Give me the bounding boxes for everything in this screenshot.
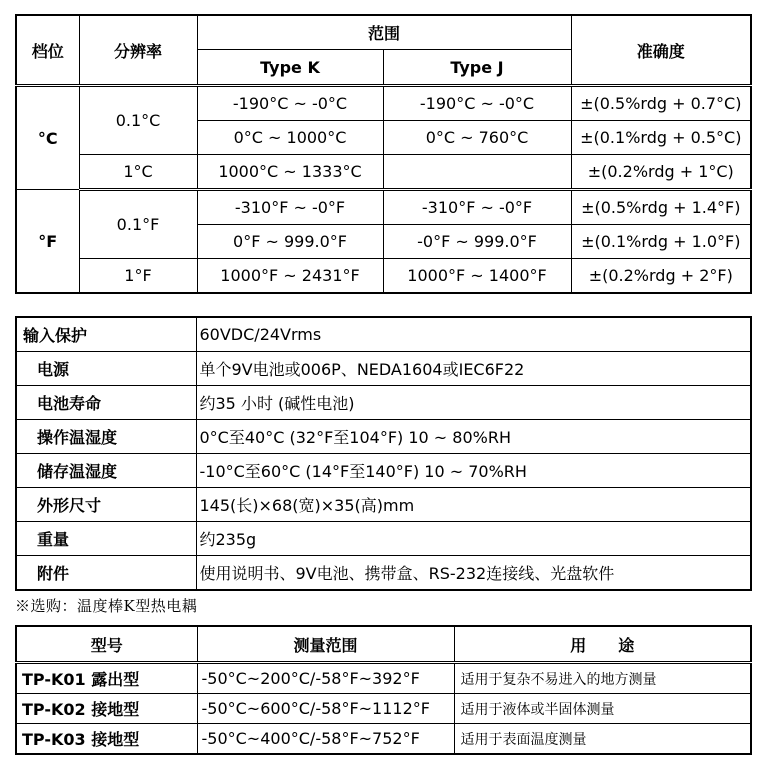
- header-type-k: Type K: [197, 50, 383, 86]
- type-k-range: 1000°C ~ 1333°C: [197, 155, 383, 190]
- table-row: [16, 190, 751, 225]
- spec-row: [16, 522, 751, 556]
- spec-label: 操作温湿度: [16, 420, 196, 454]
- spec-label: 重量: [16, 522, 196, 556]
- resolution-cell: 1°F: [79, 259, 197, 294]
- probe-model: TP-K01 露出型: [16, 663, 197, 694]
- accuracy-cell: ±(0.1%rdg + 0.5°C): [571, 121, 751, 155]
- table-row: [16, 86, 751, 121]
- header-usage: 用 途: [454, 626, 751, 663]
- header-range: 档位: [16, 15, 79, 86]
- probe-range: -50°C~600°C/-58°F~1112°F: [197, 694, 454, 724]
- unit-fahrenheit: °F: [16, 190, 79, 294]
- header-type-j: Type J: [383, 50, 571, 86]
- spec-row: [16, 556, 751, 591]
- spec-row: [16, 454, 751, 488]
- header-resolution: 分辨率: [79, 15, 197, 86]
- header-scope: 范围: [197, 15, 571, 50]
- type-k-range: -190°C ~ -0°C: [197, 86, 383, 121]
- resolution-cell: 0.1°F: [79, 190, 197, 259]
- probe-usage: 适用于表面温度测量: [454, 724, 751, 755]
- probe-range: -50°C~400°C/-58°F~752°F: [197, 724, 454, 755]
- spec-value: -10°C至60°C (14°F至140°F) 10 ~ 70%RH: [196, 454, 751, 488]
- header-model: 型号: [16, 626, 197, 663]
- spec-value: 145(长)×68(宽)×35(高)mm: [196, 488, 751, 522]
- spec-label: 附件: [16, 556, 196, 591]
- probe-usage: 适用于复杂不易进入的地方测量: [454, 663, 751, 694]
- spec-label: 输入保护: [16, 317, 196, 352]
- type-k-range: -310°F ~ -0°F: [197, 190, 383, 225]
- table-row: [16, 663, 751, 694]
- accuracy-cell: ±(0.5%rdg + 0.7°C): [571, 86, 751, 121]
- spec-row: [16, 488, 751, 522]
- spec-table: [15, 14, 752, 294]
- spec-row: [16, 317, 751, 352]
- general-specs-table: [15, 316, 752, 591]
- probe-range: -50°C~200°C/-58°F~392°F: [197, 663, 454, 694]
- spec-value: 约235g: [196, 522, 751, 556]
- spec-row: [16, 420, 751, 454]
- type-j-range: -310°F ~ -0°F: [383, 190, 571, 225]
- accuracy-cell: ±(0.2%rdg + 2°F): [571, 259, 751, 294]
- spec-label: 电池寿命: [16, 386, 196, 420]
- spec-label: 外形尺寸: [16, 488, 196, 522]
- type-j-range: 0°C ~ 760°C: [383, 121, 571, 155]
- probe-usage: 适用于液体或半固体测量: [454, 694, 751, 724]
- table-row: [16, 259, 751, 294]
- spec-row: [16, 386, 751, 420]
- optional-accessory-note: ※选购：温度棒K型热电耦: [15, 597, 198, 615]
- table-row: [16, 694, 751, 724]
- type-k-range: 1000°F ~ 2431°F: [197, 259, 383, 294]
- table-row: [16, 155, 751, 190]
- accuracy-cell: ±(0.1%rdg + 1.0°F): [571, 225, 751, 259]
- resolution-cell: 0.1°C: [79, 86, 197, 155]
- accuracy-cell: ±(0.5%rdg + 1.4°F): [571, 190, 751, 225]
- type-k-range: 0°C ~ 1000°C: [197, 121, 383, 155]
- spec-label: 储存温湿度: [16, 454, 196, 488]
- spec-value: 使用说明书、9V电池、携带盒、RS-232连接线、光盘软件: [196, 556, 751, 591]
- probe-model: TP-K03 接地型: [16, 724, 197, 755]
- type-j-range: -0°F ~ 999.0°F: [383, 225, 571, 259]
- type-k-range: 0°F ~ 999.0°F: [197, 225, 383, 259]
- spec-value: 单个9V电池或006P、NEDA1604或IEC6F22: [196, 352, 751, 386]
- spec-value: 60VDC/24Vrms: [196, 317, 751, 352]
- spec-row: [16, 352, 751, 386]
- resolution-cell: 1°C: [79, 155, 197, 190]
- header-measure-range: 测量范围: [197, 626, 454, 663]
- spec-value: 0°C至40°C (32°F至104°F) 10 ~ 80%RH: [196, 420, 751, 454]
- type-j-range: [383, 155, 571, 190]
- table-row: [16, 724, 751, 755]
- spec-value: 约35 小时 (碱性电池): [196, 386, 751, 420]
- type-j-range: -190°C ~ -0°C: [383, 86, 571, 121]
- type-j-range: 1000°F ~ 1400°F: [383, 259, 571, 294]
- accuracy-cell: ±(0.2%rdg + 1°C): [571, 155, 751, 190]
- unit-celsius: °C: [16, 86, 79, 190]
- probe-model: TP-K02 接地型: [16, 694, 197, 724]
- header-accuracy: 准确度: [571, 15, 751, 86]
- probe-table: [15, 625, 752, 755]
- spec-label: 电源: [16, 352, 196, 386]
